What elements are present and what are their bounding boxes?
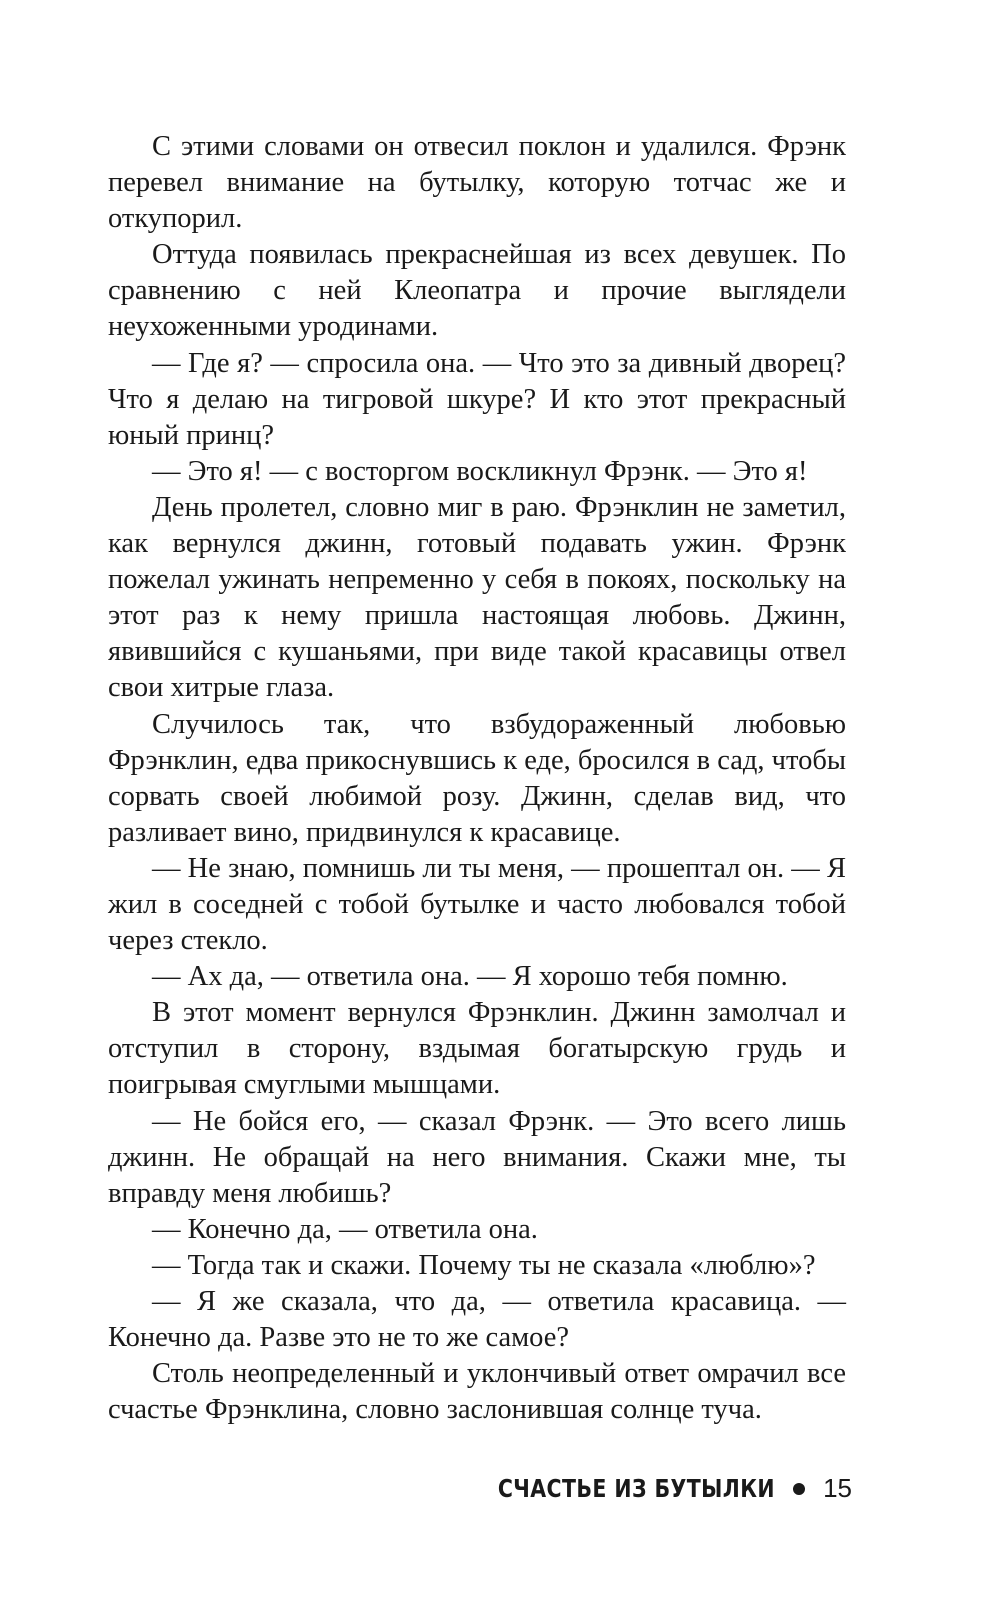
bullet-separator — [793, 1483, 805, 1495]
body-text — [108, 129, 846, 1428]
page-number: 15 — [823, 1473, 852, 1503]
paragraph: — Ах да, — ответила она. — Я хорошо тебя помню. — [152, 961, 788, 993]
paragraph: — Тогда так и скажи. Почему ты не сказала «люблю»? — [152, 1249, 816, 1281]
paragraph: — Не знаю, помнишь ли ты меня, — прошептал он. — Я жил в соседней с тобой бутылке и часто любовался тобой через стекло. — [108, 852, 846, 957]
paragraph: Случилось так, что взбудораженный любовью Фрэнклин, едва прикоснувшись к еде, бросился в сад, чтобы сорвать своей любимой розу. Джинн, сделав вид, что разливает вино, придвинулся к красавице. — [108, 708, 846, 848]
paragraph: — Это я! — с восторгом воскликнул Фрэнк. — Это я! — [152, 455, 808, 487]
paragraph: День пролетел, словно миг в раю. Фрэнклин не заметил, как вернулся джинн, готовый подавать ужин. Фрэнк пожелал ужинать непременно у себя в покоях, поскольку на этот раз к нему пришла настоящая любовь. Джинн, явившийся с кушаньями, при виде такой красавицы отвел свои хитрые глаза. — [108, 491, 846, 704]
paragraph: В этот момент вернулся Фрэнклин. Джинн замолчал и отступил в сторону, вздымая богатырскую грудь и поигрывая смуглыми мышцами. — [108, 997, 846, 1101]
paragraph: С этими словами он отвесил поклон и удалился. Фрэнк перевел внимание на бутылку, которую тотчас же и откупорил. — [108, 131, 846, 235]
paragraph: — Где я? — спросила она. — Что это за дивный дворец? Что я делаю на тигровой шкуре? И кто этот прекрасный юный принц? — [108, 347, 846, 451]
paragraph: — Не бойся его, — сказал Фрэнк. — Это всего лишь джинн. Не обращай на него внимания. Скажи мне, ты вправду меня любишь? — [108, 1105, 846, 1209]
running-title: СЧАСТЬЕ ИЗ БУТЫЛКИ — [497, 1474, 776, 1503]
paragraph: Столь неопределенный и уклончивый ответ омрачил все счастье Фрэнклина, словно заслонившая солнце туча. — [108, 1358, 846, 1426]
paragraph: Оттуда появилась прекраснейшая из всех девушек. По сравнению с ней Клеопатра и прочие выглядели неухоженными уродинами. — [108, 239, 846, 343]
paragraph: — Конечно да, — ответила она. — [152, 1213, 538, 1245]
page-footer — [437, 1473, 852, 1504]
paragraph: — Я же сказала, что да, — ответила красавица. — Конечно да. Разве это не то же самое? — [108, 1286, 846, 1354]
